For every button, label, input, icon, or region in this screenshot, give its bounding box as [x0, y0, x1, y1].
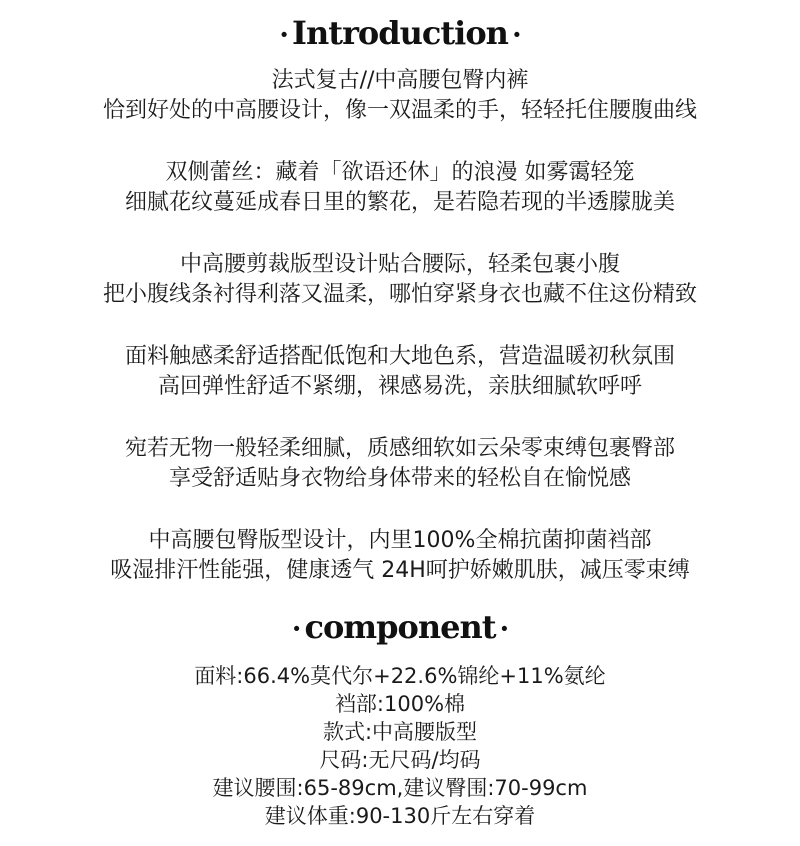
intro-paragraph	[0, 158, 800, 218]
intro-line: 享受舒适贴身衣物给身体带来的轻松自在愉悦感	[168, 466, 631, 491]
component-heading	[0, 608, 800, 648]
intro-paragraph	[0, 342, 800, 402]
component-title: component	[304, 608, 496, 646]
heading-dot-right: ·	[499, 612, 509, 645]
intro-paragraph	[0, 526, 800, 586]
intro-paragraph	[0, 250, 800, 310]
spec-fabric: 面料:66.4%莫代尔+22.6%锦纶+11%氨纶	[194, 664, 606, 688]
intro-line: 恰到好处的中高腰设计，像一双温柔的手，轻轻托住腰腹曲线	[102, 98, 697, 123]
spec-crotch: 裆部:100%棉	[334, 692, 466, 716]
intro-line: 把小腹线条衬得利落又温柔，哪怕穿紧身衣也藏不住这份精致	[102, 282, 697, 307]
component-spec-list	[0, 662, 800, 830]
spec-waist-hip: 建议腰围:65-89cm,建议臀围:70-99cm	[212, 776, 588, 800]
intro-line: 中高腰包臀版型设计，内里100%全棉抗菌抑菌裆部	[148, 528, 652, 553]
intro-line: 双侧蕾丝：藏着「欲语还休」的浪漫 如雾霭轻笼	[165, 160, 635, 185]
intro-paragraph	[0, 434, 800, 494]
intro-line: 面料触感柔舒适搭配低饱和大地色系，营造温暖初秋氛围	[124, 344, 675, 369]
intro-line: 法式复古//中高腰包臀内裤	[271, 68, 529, 93]
heading-dot-left: ·	[291, 612, 301, 645]
introduction-heading	[0, 14, 800, 54]
heading-dot-left: ·	[279, 18, 289, 51]
intro-line: 细腻花纹蔓延成春日里的繁花，是若隐若现的半透朦胧美	[124, 190, 675, 215]
introduction-title: Introduction	[292, 14, 508, 52]
spec-size: 尺码:无尺码/均码	[319, 748, 481, 772]
intro-line: 吸湿排汗性能强，健康透气 24H呵护娇嫩肌肤，减压零束缚	[110, 558, 690, 583]
intro-paragraph	[0, 66, 800, 126]
intro-line: 宛若无物一般轻柔细腻，质感细软如云朵零束缚包裹臀部	[124, 436, 675, 461]
intro-line: 高回弹性舒适不紧绷，裸感易洗，亲肤细腻软呼呼	[157, 374, 642, 399]
heading-dot-right: ·	[511, 18, 521, 51]
intro-line: 中高腰剪裁版型设计贴合腰际，轻柔包裹小腹	[179, 252, 620, 277]
spec-weight: 建议体重:90-130斤左右穿着	[264, 804, 536, 828]
spec-style: 款式:中高腰版型	[322, 720, 478, 744]
